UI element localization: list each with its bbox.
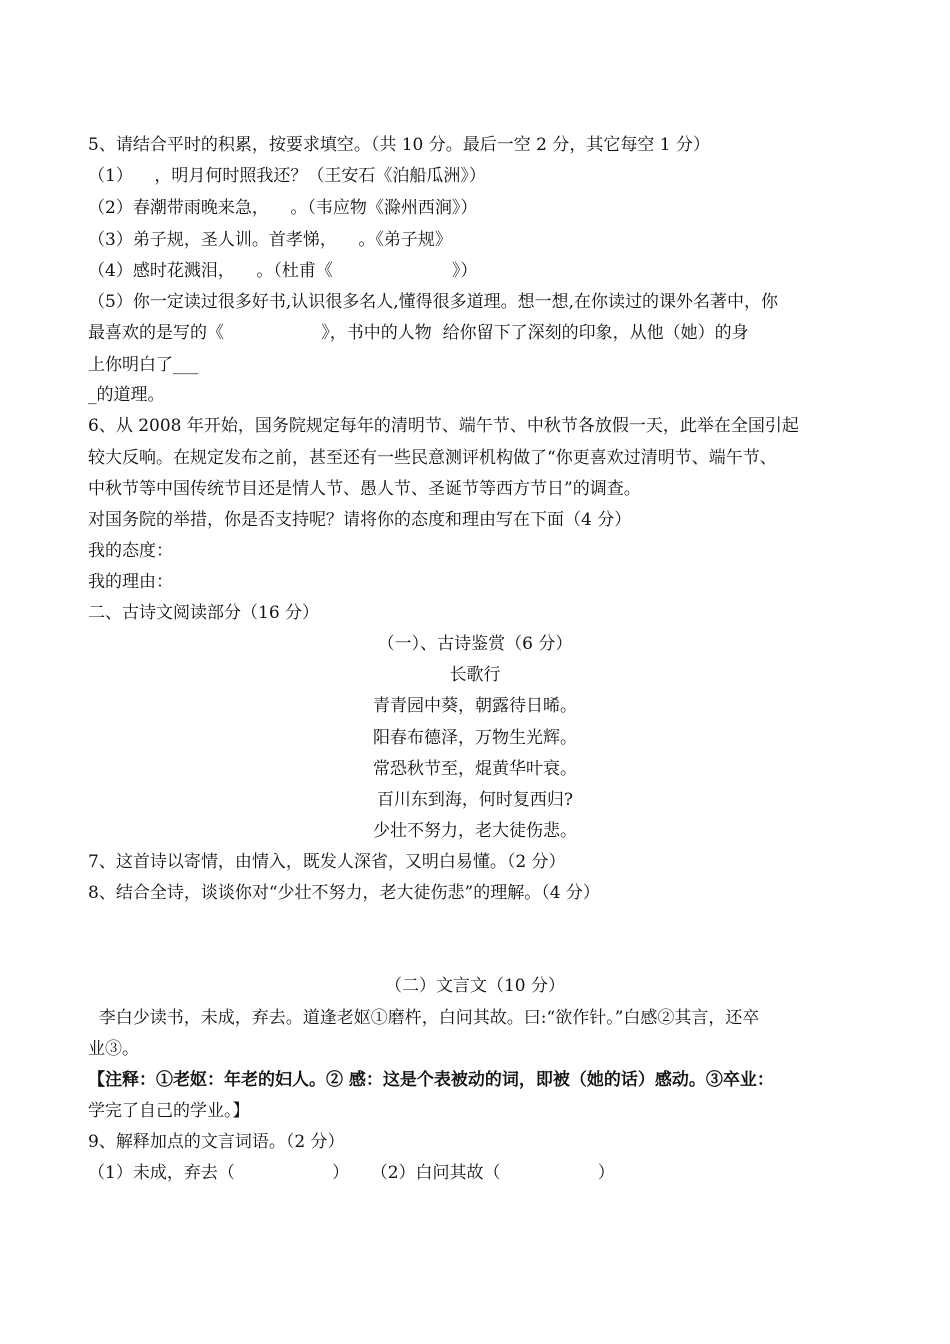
q6-attitude: 我的态度： xyxy=(88,541,173,561)
q5-item-5-line-2: 最喜欢的是写的《 》，书中的人物 给你留下了深刻的印象，从他（她）的身 xyxy=(88,323,749,343)
q6-line-2: 较大反响。在规定发布之前，甚至还有一些民意测评机构做了“你更喜欢过清明节、端午节、 xyxy=(88,448,777,468)
poem-line: 常恐秋节至，焜黄华叶衰。 xyxy=(373,759,577,779)
q5-item-2: （2）春潮带雨晚来急， 。（韦应物《滁州西涧》） xyxy=(88,198,478,218)
q5-item-5-line-3: 上你明白了___ xyxy=(88,355,199,375)
poem-line: 阳春布德泽，万物生光辉。 xyxy=(373,728,577,748)
q5-item-3: （3）弟子规，圣人训。首孝悌， 。《弟子规》 xyxy=(88,230,452,250)
question-7: 7、这首诗以寄情，由情入，既发人深省，又明白易懂。（2 分） xyxy=(88,852,566,872)
section-2-title: 二、古诗文阅读部分（16 分） xyxy=(88,603,320,623)
q5-title: 5、请结合平时的积累，按要求填空。（共 10 分。最后一空 2 分，其它每空 1 分） xyxy=(88,135,711,155)
q5-item-5-line-1: （5）你一定读过很多好书,认识很多名人,懂得很多道理。想一想,在你读过的课外名著中，你 xyxy=(88,292,779,312)
question-9-items: （1）未成，弃去（ ） （2）白问其故（ ） xyxy=(88,1163,615,1183)
poem-section-title: （一）、古诗鉴赏（6 分） xyxy=(377,634,573,654)
q6-line-3: 中秋节等中国传统节目还是情人节、愚人节、圣诞节等西方节日”的调查。 xyxy=(88,479,641,499)
q5-item-1: （1） ，明月何时照我还？（王安石《泊船瓜洲》） xyxy=(88,166,486,186)
classical-section-title: （二）文言文（10 分） xyxy=(384,976,566,996)
note-line-1: 【注释：①老妪：年老的妇人。② 感：这是个表被动的词，即被（她的话）感动。③卒业： xyxy=(88,1070,774,1090)
q6-line-1: 6、从 2008 年开始，国务院规定每年的清明节、端午节、中秋节各放假一天，此举在全国引起 xyxy=(88,416,799,436)
q5-item-4: （4）感时花溅泪， 。（杜甫《 》） xyxy=(88,261,478,281)
passage-line-1: 李白少读书，未成，弃去。道逢老妪①磨杵，白问其故。曰:“欲作针。”白感②其言，还卒 xyxy=(88,1008,760,1028)
note-line-2: 学完了自己的学业。】 xyxy=(88,1101,250,1121)
q6-reason: 我的理由： xyxy=(88,572,173,592)
poem-line: 青青园中葵，朝露待日晞。 xyxy=(373,696,577,716)
poem-line: 百川东到海，何时复西归? xyxy=(376,790,574,810)
q6-line-4: 对国务院的举措，你是否支持呢？请将你的态度和理由写在下面（4 分） xyxy=(88,510,632,530)
poem-title: 长歌行 xyxy=(449,665,501,685)
poem-line: 少壮不努力，老大徒伤悲。 xyxy=(373,821,577,841)
q5-item-5-line-4: _的道理。 xyxy=(88,385,165,405)
question-8: 8、结合全诗，谈谈你对“少壮不努力，老大徒伤悲”的理解。（4 分） xyxy=(88,883,600,903)
question-9: 9、解释加点的文言词语。（2 分） xyxy=(88,1132,345,1152)
passage-line-2: 业③。 xyxy=(88,1039,139,1059)
